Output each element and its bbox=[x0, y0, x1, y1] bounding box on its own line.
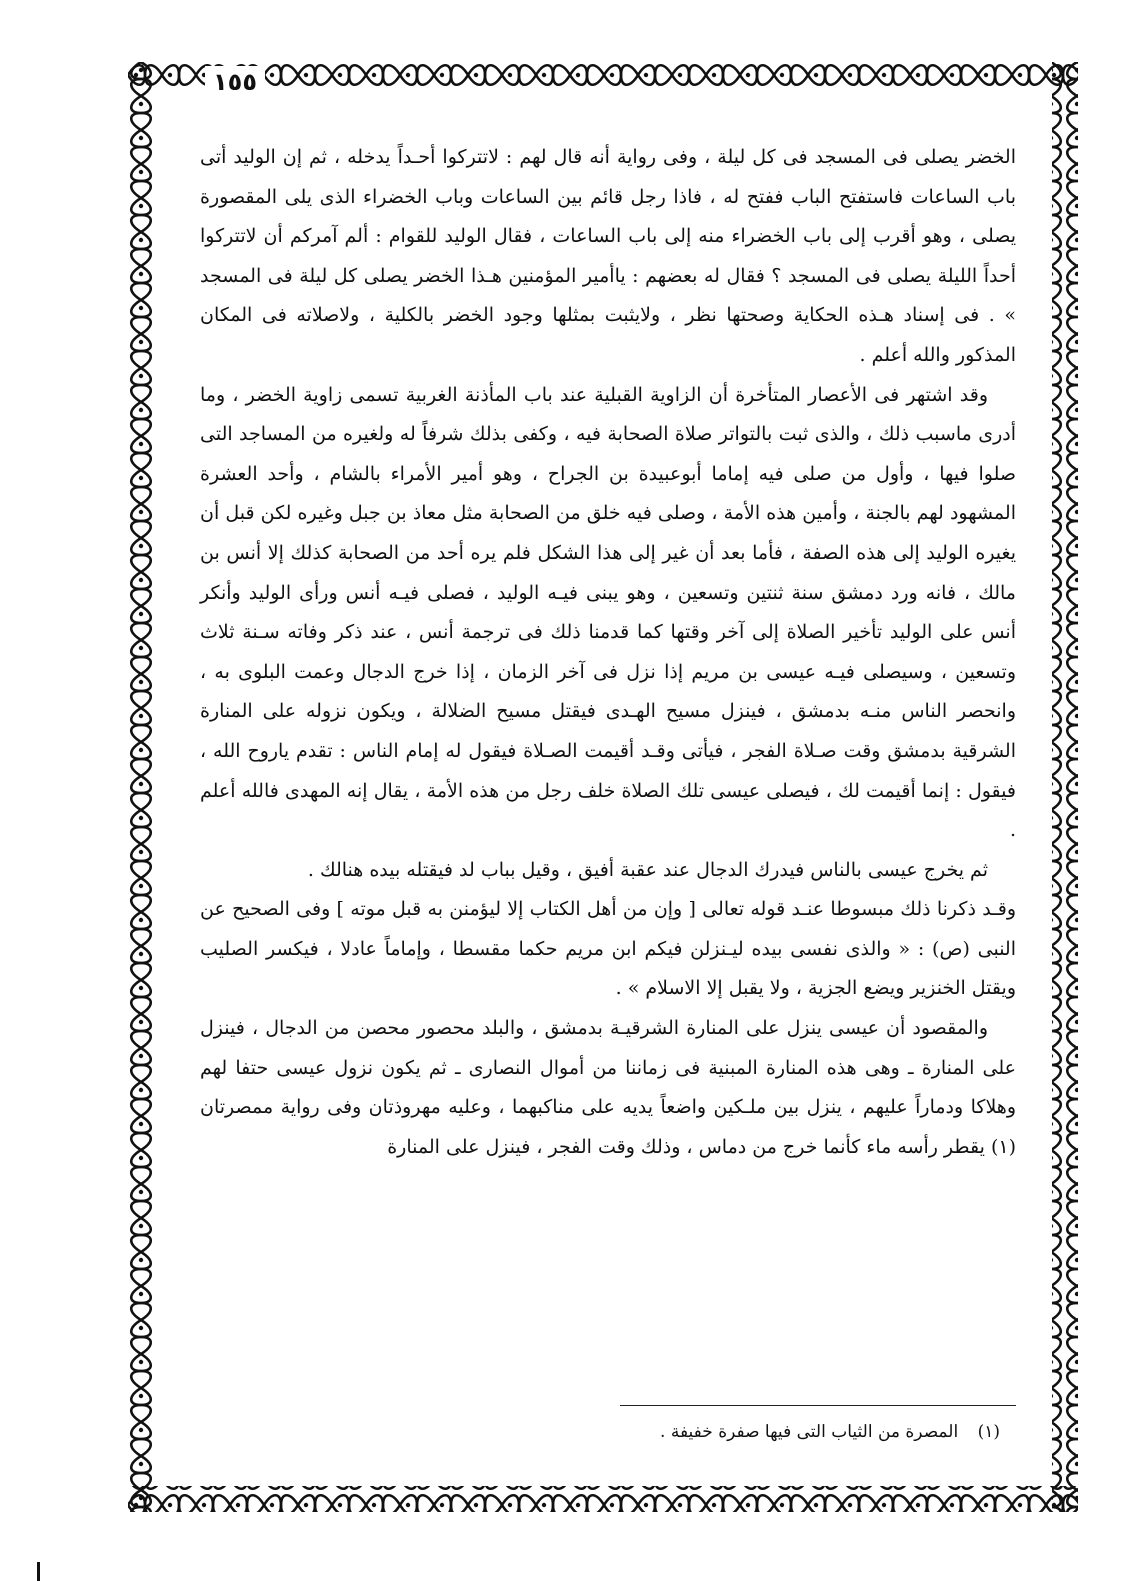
page-number: ١٥٥ bbox=[205, 66, 265, 98]
paragraph: الخضر يصلى فى المسجد فى كل ليلة ، وفى رواية أنه قال لهم : لاتتركوا أحـداً يدخله ، ثم إن الوليد أتى باب الساعات فاستفتح الباب ففتح له ، فاذا رجل قائم بين الساعات وباب الخضراء الذى يلى المقصورة يصلى ، وهو أقرب إلى باب الخضراء منه إلى باب الساعات ، فقال الوليد للقوام : ألم آمركم أن لاتتركوا أحداً الليلة يصلى فى المسجد ؟ فقال له بعضهم : ياأمير المؤمنين هـذا الخضر يصلى كل ليلة فى المسجد » . فى إسناد هـذه الحكاية وصحتها نظر ، ولايثبت بمثلها وجود الخضر بالكلية ، ولاصلاته فى المكان المذكور والله أعلم . bbox=[200, 146, 1016, 366]
footnote-marker: (١) bbox=[977, 1422, 1000, 1442]
footnote-divider bbox=[620, 1405, 1016, 1406]
footnote bbox=[560, 1418, 1000, 1446]
paragraph: وقد اشتهر فى الأعصار المتأخرة أن الزاوية القبلية عند باب المأذنة الغربية تسمى زاوية الخضر ، وما أدرى ماسبب ذلك ، والذى ثبت بالتواتر صلاة الصحابة فيه ، وكفى بذلك شرفاً له ولغيره من المساجد التى صلوا فيها ، وأول من صلى فيه إماما أبوعبيدة بن الجراح ، وهو أمير الأمراء بالشام ، وأحد العشرة المشهود لهم بالجنة ، وأمين هذه الأمة ، وصلى فيه خلق من الصحابة مثل معاذ بن جبل وغيره لكن قبل أن يغيره الوليد إلى هذه الصفة ، فأما بعد أن غير إلى هذا الشكل فلم يره أحد من الصحابة كذلك إلا أنس بن مالك ، فانه ورد دمشق سنة ثنتين وتسعين ، وهو يبنى فيـه الوليد ، فصلى فيـه أنس ورأى الوليد وأنكر أنس على الوليد تأخير الصلاة إلى آخر وقتها كما قدمنا ذلك فى ترجمة أنس ، عند ذكر وفاته سـنة ثلاث وتسعين ، وسيصلى فيـه عيسى بن مريم إذا نزل فى آخر الزمان ، إذا خرج الدجال وعمت البلوى به ، وانحصر الناس منـه بدمشق ، فينزل مسيح الهـدى فيقتل مسيح الضلالة ، ويكون نزوله على المنارة الشرقية بدمشق وقت صـلاة الفجر ، فيأتى وقـد أقيمت الصـلاة فيقول له إمام الناس : تقدم ياروح الله ، فيقول : إنما أقيمت لك ، فيصلى عيسى تلك الصلاة خلف رجل من هذه الأمة ، يقال إنه المهدى فالله أعلم . bbox=[200, 383, 1017, 842]
scan-mark bbox=[37, 1562, 40, 1581]
paragraph: والمقصود أن عيسى ينزل على المنارة الشرقيـة بدمشق ، والبلد محصور محصن من الدجال ، فينزل على المنارة ـ وهى هذه المنارة المبنية فى زماننا من أموال النصارى ـ ثم يكون نزول عيسى حتفا لهم وهلاكا ودماراً عليهم ، ينزل بين ملـكين واضعاً يديه على مناكبهما ، وعليه مهروذتان وفى رواية ممصرتان (١) يقطر رأسه ماء كأنما خرج من دماس ، وذلك وقت الفجر ، فينزل على المنارة bbox=[200, 1017, 1016, 1158]
paragraph: ثم يخرج عيسى بالناس فيدرك الدجال عند عقبة أفيق ، وقيل بباب لد فيقتله بيده هنالك . bbox=[307, 858, 988, 881]
footnote-text: المصرة من الثياب التى فيها صفرة خفيفة . bbox=[660, 1422, 959, 1442]
page-body bbox=[200, 138, 1016, 1468]
paragraph: وقـد ذكرنا ذلك مبسوطا عنـد قوله تعالى [ وإن من أهل الكتاب إلا ليؤمنن به قبل موته ] وفى الصحيح عن النبى (ص) : « والذى نفسى بيده ليـنزلن فيكم ابن مريم حكما مقسطا ، وإماماً عادلا ، فيكسر الصليب ويقتل الخنزير ويضع الجزية ، ولا يقبل إلا الاسلام » . bbox=[200, 898, 1017, 1000]
